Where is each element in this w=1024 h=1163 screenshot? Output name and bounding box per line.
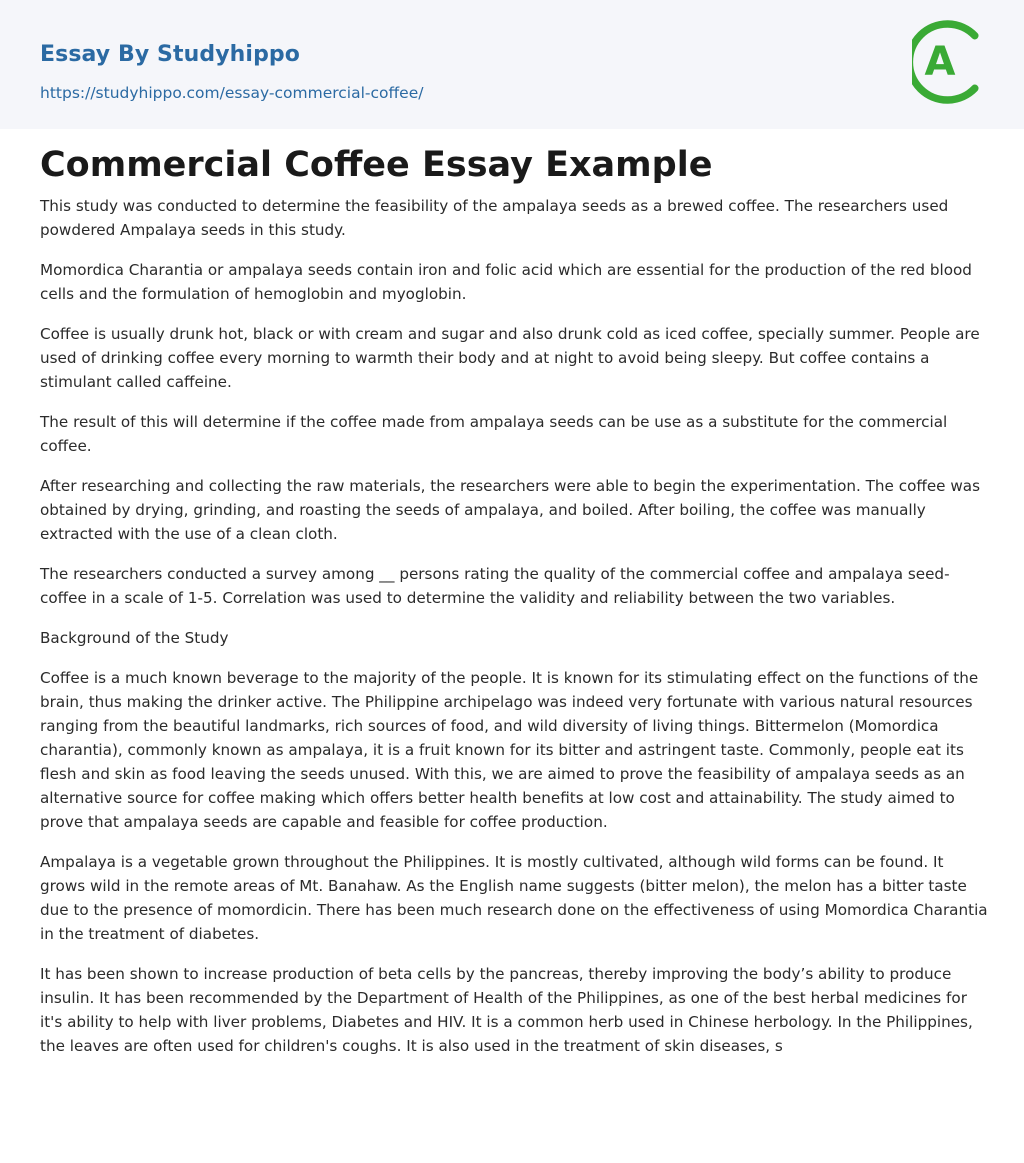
paragraph: After researching and collecting the raw materials, the researchers were able to begin the experimentation. The coffee was obtained by drying, grinding, and roasting the seeds of ampalaya, and boiled. After boiling, the coffee was manually extracted with the use of a clean cloth. (40, 477, 980, 543)
paragraph: It has been shown to increase production of beta cells by the pancreas, thereby improving the body’s ability to produce insulin. It has been recommended by the Department of Health of the Philippines, as one of the best herbal medicines for it's ability to help with liver problems, Diabetes and HIV. It is a common herb used in Chinese herbology. In the Philippines, the leaves are often used for children's coughs. It is also used in the treatment of skin diseases, s (40, 965, 973, 1055)
paragraph: This study was conducted to determine the feasibility of the ampalaya seeds as a brewed coffee. The researchers used powdered Ampalaya seeds in this study. (40, 197, 949, 239)
site-brand[interactable]: Essay By Studyhippo (40, 42, 300, 67)
paragraph: Ampalaya is a vegetable grown throughout the Philippines. It is mostly cultivated, although wild forms can be found. It grows wild in the remote areas of Mt. Banahaw. As the English name suggests (bitter melon), the melon has a bitter taste due to the presence of momordicin. There has been much research done on the effectiveness of using Momordica Charantia in the treatment of diabetes. (40, 853, 988, 943)
paragraph: The researchers conducted a survey among __ persons rating the quality of the commercial coffee and ampalaya seed-coffee in a scale of 1-5. Correlation was used to determine the validity and reliability between the two variables. (40, 565, 950, 607)
essay-url-link[interactable]: https://studyhippo.com/essay-commercial-coffee/ (40, 84, 424, 102)
paragraph: Momordica Charantia or ampalaya seeds contain iron and folic acid which are essential for the production of the red blood cells and the formulation of hemoglobin and myoglobin. (40, 261, 972, 303)
studyhippo-logo-icon[interactable] (912, 18, 988, 106)
site-header (0, 0, 1024, 129)
paragraph: The result of this will determine if the coffee made from ampalaya seeds can be use as a substitute for the commercial coffee. (40, 413, 948, 455)
essay-body (40, 194, 990, 1074)
page-title: Commercial Coffee Essay Example (40, 145, 713, 185)
section-heading: Background of the Study (40, 629, 229, 647)
logo-letter: A (924, 39, 956, 85)
paragraph: Coffee is usually drunk hot, black or with cream and sugar and also drunk cold as iced coffee, specially summer. People are used of drinking coffee every morning to warmth their body and at night to avoid being sleepy. But coffee contains a stimulant called caffeine. (40, 325, 980, 391)
paragraph: Coffee is a much known beverage to the majority of the people. It is known for its stimulating effect on the functions of the brain, thus making the drinker active. The Philippine archipelago was indeed very fortunate with various natural resources ranging from the beautiful landmarks, rich sources of food, and wild diversity of living things. Bittermelon (Momordica charantia), commonly known as ampalaya, it is a fruit known for its bitter and astringent taste. Commonly, people eat its flesh and skin as food leaving the seeds unused. With this, we are aimed to prove the feasibility of ampalaya seeds as an alternative source for coffee making which offers better health benefits at low cost and attainability. The study aimed to prove that ampalaya seeds are capable and feasible for coffee production. (40, 669, 979, 831)
